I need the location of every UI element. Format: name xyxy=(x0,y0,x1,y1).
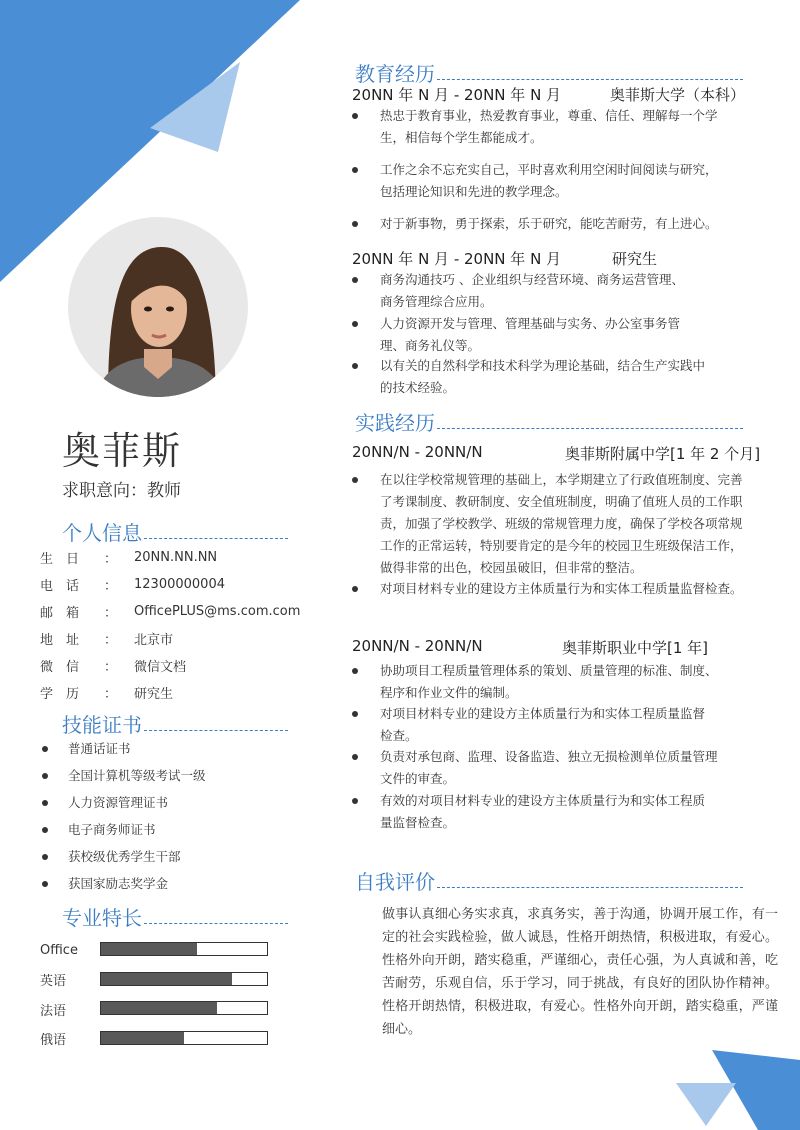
section-title-specialty xyxy=(62,902,288,931)
detail-text xyxy=(380,269,762,313)
detail-line: 对项目材料专业的建设方主体质量行为和实体工程质量监督 xyxy=(380,706,706,721)
avatar xyxy=(68,217,248,397)
info-colon: ： xyxy=(104,605,118,621)
entry-period: 20NN/N - 20NN/N xyxy=(352,637,483,655)
section-title-text: 技能证书 xyxy=(62,713,142,737)
info-row xyxy=(40,656,186,674)
detail-item xyxy=(352,746,762,790)
info-value: OfficePLUS@ms.com.com xyxy=(134,603,301,619)
detail-line: 对项目材料专业的建设方主体质量行为和实体工程质量监督检查。 xyxy=(380,581,743,596)
specialty-label: 俄语 xyxy=(40,1033,67,1048)
info-colon: ： xyxy=(104,632,118,648)
info-key: 邮 箱 xyxy=(40,605,80,621)
dashed-divider xyxy=(144,730,288,731)
specialty-bar xyxy=(100,972,268,986)
detail-item xyxy=(352,213,762,235)
detail-line: 量监督检查。 xyxy=(380,815,456,830)
skills-list xyxy=(40,740,206,902)
section-title-skills xyxy=(62,709,288,738)
info-key: 学 历 xyxy=(40,686,80,702)
info-key: 地 址 xyxy=(40,632,80,648)
section-title-education xyxy=(355,58,743,87)
info-key: 生 日 xyxy=(40,551,80,567)
specialty-label: 英语 xyxy=(40,974,67,989)
info-colon: ： xyxy=(104,659,118,675)
specialty-bar-fill xyxy=(101,943,197,955)
bullet-dot xyxy=(352,668,358,674)
bullet-dot xyxy=(352,363,358,369)
entry-organization: 奥菲斯职业中学[1 年] xyxy=(562,639,709,657)
section-title-text: 专业特长 xyxy=(62,906,142,930)
entry-organization: 奥菲斯附属中学[1 年 2 个月] xyxy=(565,445,761,463)
specialty-row xyxy=(40,1030,270,1048)
info-value: 微信文档 xyxy=(134,659,187,675)
detail-text xyxy=(380,105,762,149)
dashed-divider xyxy=(437,79,743,80)
bullet-dot xyxy=(352,711,358,717)
bullet-dot xyxy=(352,586,358,592)
detail-line: 做得非常的出色，校园虽破旧，但非常的整洁。 xyxy=(380,560,643,575)
detail-line: 生，相信每个学生都能成才。 xyxy=(380,130,543,145)
info-row xyxy=(40,683,173,701)
detail-line: 商务管理综合应用。 xyxy=(380,294,493,309)
detail-line: 以有关的自然科学和技术科学为理论基础，结合生产实践中 xyxy=(380,358,706,373)
section-title-text: 实践经历 xyxy=(355,411,435,435)
info-colon: ： xyxy=(104,578,118,594)
detail-item xyxy=(352,790,762,834)
detail-item xyxy=(352,355,762,399)
detail-item xyxy=(352,660,762,704)
detail-line: 负责对承包商、监理、设备监造、独立无损检测单位质量管理 xyxy=(380,749,718,764)
skill-item: 人力资源管理证书 xyxy=(40,794,206,821)
bullet-dot xyxy=(352,277,358,283)
skill-item: 全国计算机等级考试一级 xyxy=(40,767,206,794)
detail-line: 有效的对项目材料专业的建设方主体质量行为和实体工程质 xyxy=(380,793,706,808)
detail-item xyxy=(352,313,762,357)
detail-text xyxy=(380,746,762,790)
detail-line: 人力资源开发与管理、管理基础与实务、办公室事务管 xyxy=(380,316,681,331)
specialty-bar-fill xyxy=(101,1002,217,1014)
section-title-text: 教育经历 xyxy=(355,62,435,86)
info-colon: ： xyxy=(104,686,118,702)
info-value: 研究生 xyxy=(134,686,174,702)
bullet-dot xyxy=(352,798,358,804)
detail-line: 程序和作业文件的编制。 xyxy=(380,685,518,700)
specialty-row xyxy=(40,941,270,959)
detail-line: 在以往学校常规管理的基础上，本学期建立了行政值班制度、完善 xyxy=(380,472,743,487)
section-title-practice xyxy=(355,407,743,436)
entry-organization: 研究生 xyxy=(612,250,658,268)
detail-line: 理、商务礼仪等。 xyxy=(380,338,481,353)
detail-text xyxy=(380,159,762,203)
info-row xyxy=(40,602,300,620)
info-row xyxy=(40,629,173,647)
info-row xyxy=(40,548,217,566)
detail-text xyxy=(380,313,762,357)
entry-organization: 奥菲斯大学（本科） xyxy=(610,86,746,104)
detail-line: 工作之余不忘充实自己，平时喜欢利用空闲时间阅读与研究， xyxy=(380,162,718,177)
detail-item xyxy=(352,469,762,579)
detail-line: 的技术经验。 xyxy=(380,380,456,395)
skill-item: 电子商务师证书 xyxy=(40,821,206,848)
entry-period: 20NN 年 N 月 - 20NN 年 N 月 xyxy=(352,250,562,268)
detail-item xyxy=(352,269,762,313)
skill-item: 普通话证书 xyxy=(40,740,206,767)
dashed-divider xyxy=(144,923,288,924)
skill-item: 获国家励志奖学金 xyxy=(40,875,206,902)
info-key: 微 信 xyxy=(40,659,80,675)
detail-item xyxy=(352,159,762,203)
info-value: 12300000004 xyxy=(134,576,225,592)
candidate-name: 奥菲斯 xyxy=(62,429,183,473)
specialty-bar-fill xyxy=(101,1032,184,1044)
bullet-dot xyxy=(352,221,358,227)
section-title-text: 个人信息 xyxy=(62,521,142,545)
detail-line: 了考课制度、教研制度、安全值班制度，明确了值班人员的工作职 xyxy=(380,494,743,509)
detail-text xyxy=(380,355,762,399)
bullet-dot xyxy=(352,167,358,173)
info-key: 电 话 xyxy=(40,578,80,594)
section-title-text: 自我评价 xyxy=(355,870,435,894)
specialty-row xyxy=(40,1000,270,1018)
dashed-divider xyxy=(437,428,743,429)
detail-text xyxy=(380,790,762,834)
detail-item xyxy=(352,578,762,600)
bullet-dot xyxy=(352,113,358,119)
specialty-label: 法语 xyxy=(40,1003,67,1019)
bullet-dot xyxy=(352,754,358,760)
detail-line: 热忠于教育事业，热爱教育事业，尊重、信任、理解每一个学 xyxy=(380,108,718,123)
info-row xyxy=(40,575,225,593)
specialty-bar xyxy=(100,1001,268,1015)
specialty-bar xyxy=(100,942,268,956)
job-intent: 求职意向：教师 xyxy=(62,481,181,501)
info-value: 北京市 xyxy=(134,632,174,648)
dashed-divider xyxy=(144,538,288,539)
detail-text xyxy=(380,660,762,704)
detail-line: 责，加强了学校教学、班级的常规管理力度，确保了学校各项常规 xyxy=(380,516,743,531)
bullet-dot xyxy=(352,477,358,483)
detail-text xyxy=(380,469,762,579)
info-colon: ： xyxy=(104,551,118,567)
dashed-divider xyxy=(437,887,743,888)
detail-line: 对于新事物，勇于探索，乐于研究，能吃苦耐劳，有上进心。 xyxy=(380,216,718,231)
specialty-label: Office xyxy=(40,942,78,958)
detail-text xyxy=(380,213,762,235)
detail-text xyxy=(380,578,762,600)
entry-period: 20NN 年 N 月 - 20NN 年 N 月 xyxy=(352,86,562,104)
detail-line: 包括理论知识和先进的教学理念。 xyxy=(380,184,568,199)
detail-item xyxy=(352,105,762,149)
detail-line: 协助项目工程质量管理体系的策划、质量管理的标准、制度、 xyxy=(380,663,718,678)
detail-line: 文件的审查。 xyxy=(380,771,456,786)
detail-line: 检查。 xyxy=(380,728,418,743)
self-evaluation-text: 做事认真细心务实求真，求真务实，善于沟通，协调开展工作，有一定的社会实践检验，做人诚恳，性格开朗热情，积极进取，有爱心。性格外向开朗，踏实稳重，严谨细心，责任心强，为人真诚和善，吃苦耐劳，乐观自信，乐于学习，同于挑战，有良好的团队协作精神。性格开朗热情，积极进取，有爱心。性格外向开朗，踏实稳重，严谨细心。 xyxy=(382,907,778,1037)
detail-line: 商务沟通技巧 、企业组织与经营环境、商务运营管理、 xyxy=(380,272,684,287)
specialty-row xyxy=(40,971,270,989)
section-title-self xyxy=(355,866,743,895)
info-value: 20NN.NN.NN xyxy=(134,549,218,565)
specialty-bar-fill xyxy=(101,973,232,985)
entry-period: 20NN/N - 20NN/N xyxy=(352,443,483,461)
specialty-bar xyxy=(100,1031,268,1045)
bullet-dot xyxy=(352,321,358,327)
section-title-personal xyxy=(62,517,288,546)
detail-text xyxy=(380,703,762,747)
skill-item: 获校级优秀学生干部 xyxy=(40,848,206,875)
detail-item xyxy=(352,703,762,747)
detail-line: 工作的正常运转，特别要肯定的是今年的校园卫生班级保洁工作， xyxy=(380,538,743,553)
